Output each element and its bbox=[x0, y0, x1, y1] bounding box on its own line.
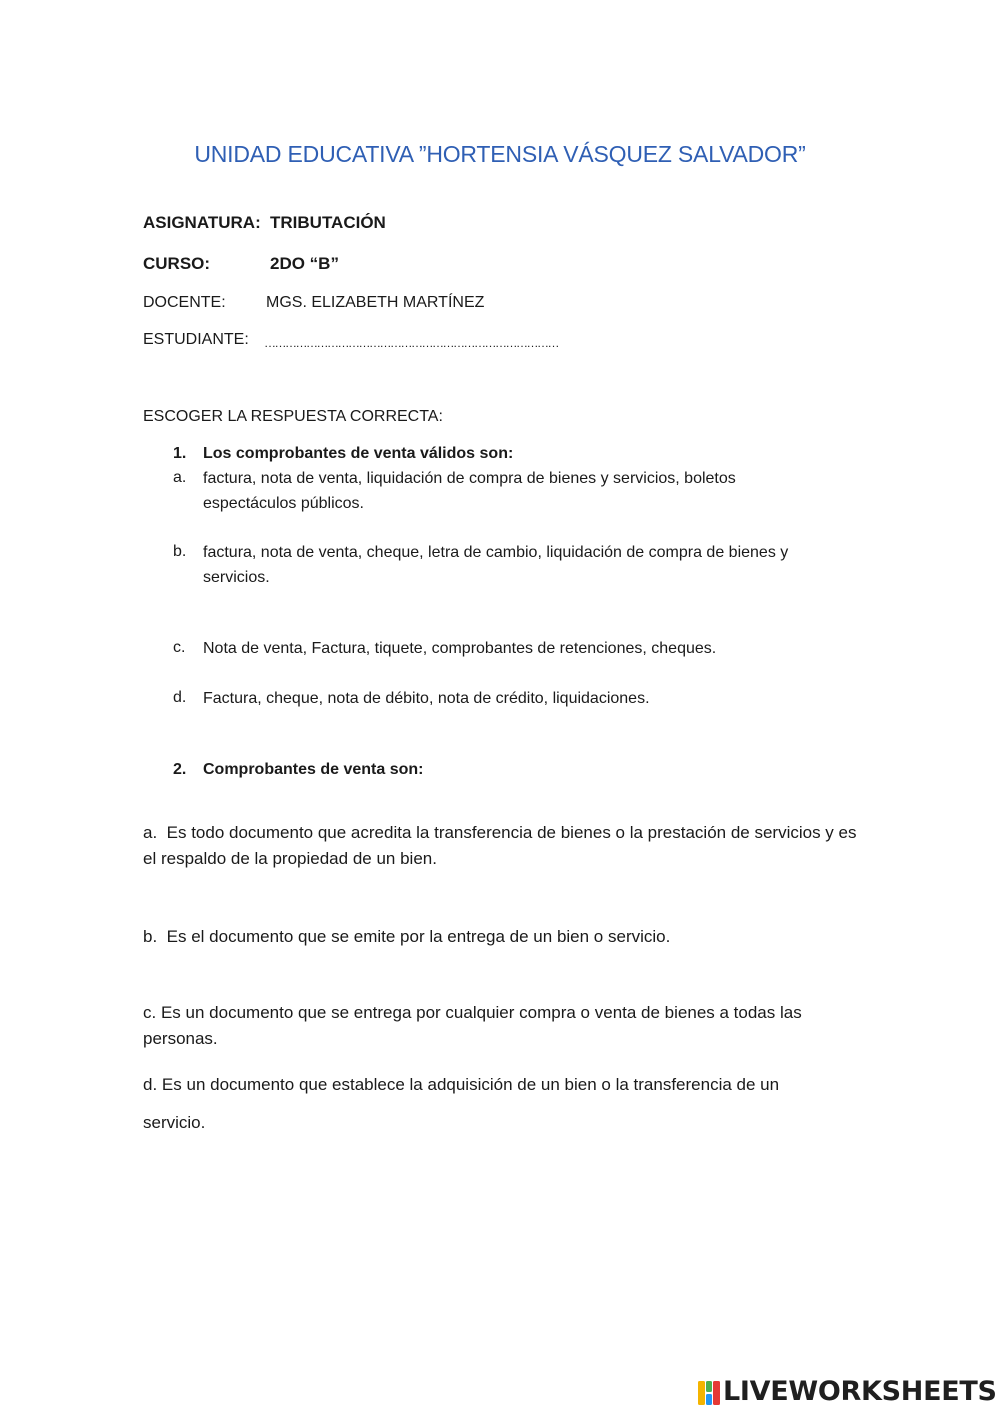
instructions: ESCOGER LA RESPUESTA CORRECTA: bbox=[143, 408, 443, 425]
option-1a[interactable]: factura, nota de venta, liquidación de compra de bienes y servicios, boletos espectáculos públicos. bbox=[203, 470, 736, 512]
option-2c[interactable] bbox=[143, 1000, 843, 1052]
option-text: Es un documento que se entrega por cualquier compra o venta de bienes a todas las personas. bbox=[143, 1003, 802, 1048]
option-letter: c. bbox=[173, 639, 186, 656]
liveworksheets-logo-icon bbox=[697, 1380, 721, 1406]
option-letter: b. bbox=[173, 543, 187, 560]
option-2b[interactable] bbox=[143, 924, 863, 950]
option-letter: a. bbox=[143, 823, 158, 842]
option-letter: d. bbox=[143, 1075, 158, 1094]
student-field[interactable]: ………………………………………………………………………… bbox=[264, 336, 558, 350]
course-value: 2DO “B” bbox=[270, 254, 339, 273]
option-letter: a. bbox=[173, 469, 187, 486]
option-1c[interactable]: Nota de venta, Factura, tiquete, comprobantes de retenciones, cheques. bbox=[203, 640, 717, 657]
subject-label: ASIGNATURA: bbox=[143, 213, 261, 232]
option-1d[interactable]: Factura, cheque, nota de débito, nota de crédito, liquidaciones. bbox=[203, 690, 650, 707]
teacher-value: MGS. ELIZABETH MARTÍNEZ bbox=[266, 294, 485, 311]
option-text: Es el documento que se emite por la entrega de un bien o servicio. bbox=[166, 927, 671, 946]
question-text: Los comprobantes de venta válidos son: bbox=[203, 445, 514, 462]
option-text: Es todo documento que acredita la transferencia de bienes o la prestación de servicios y es el respaldo de la propiedad de un bien. bbox=[143, 823, 857, 868]
option-text: Es un documento que establece la adquisición de un bien o la transferencia de un servicio. bbox=[143, 1075, 780, 1132]
option-2a[interactable] bbox=[143, 820, 863, 872]
subject-value: TRIBUTACIÓN bbox=[270, 213, 386, 232]
option-letter: b. bbox=[143, 927, 158, 946]
question-text: Comprobantes de venta son: bbox=[203, 761, 424, 778]
option-letter: d. bbox=[173, 689, 187, 706]
option-2d[interactable] bbox=[143, 1066, 823, 1142]
school-title: UNIDAD EDUCATIVA ”HORTENSIA VÁSQUEZ SALVADOR” bbox=[194, 141, 806, 167]
option-1b[interactable]: factura, nota de venta, cheque, letra de cambio, liquidación de compra de bienes y servicios. bbox=[203, 544, 789, 586]
logo-text: LIVEWORKSHEETS bbox=[723, 1376, 997, 1407]
student-label: ESTUDIANTE: bbox=[143, 331, 249, 348]
teacher-label: DOCENTE: bbox=[143, 294, 226, 311]
question-number: 1. bbox=[173, 445, 187, 462]
option-letter: c. bbox=[143, 1003, 157, 1022]
question-number: 2. bbox=[173, 761, 187, 778]
course-label: CURSO: bbox=[143, 254, 211, 273]
